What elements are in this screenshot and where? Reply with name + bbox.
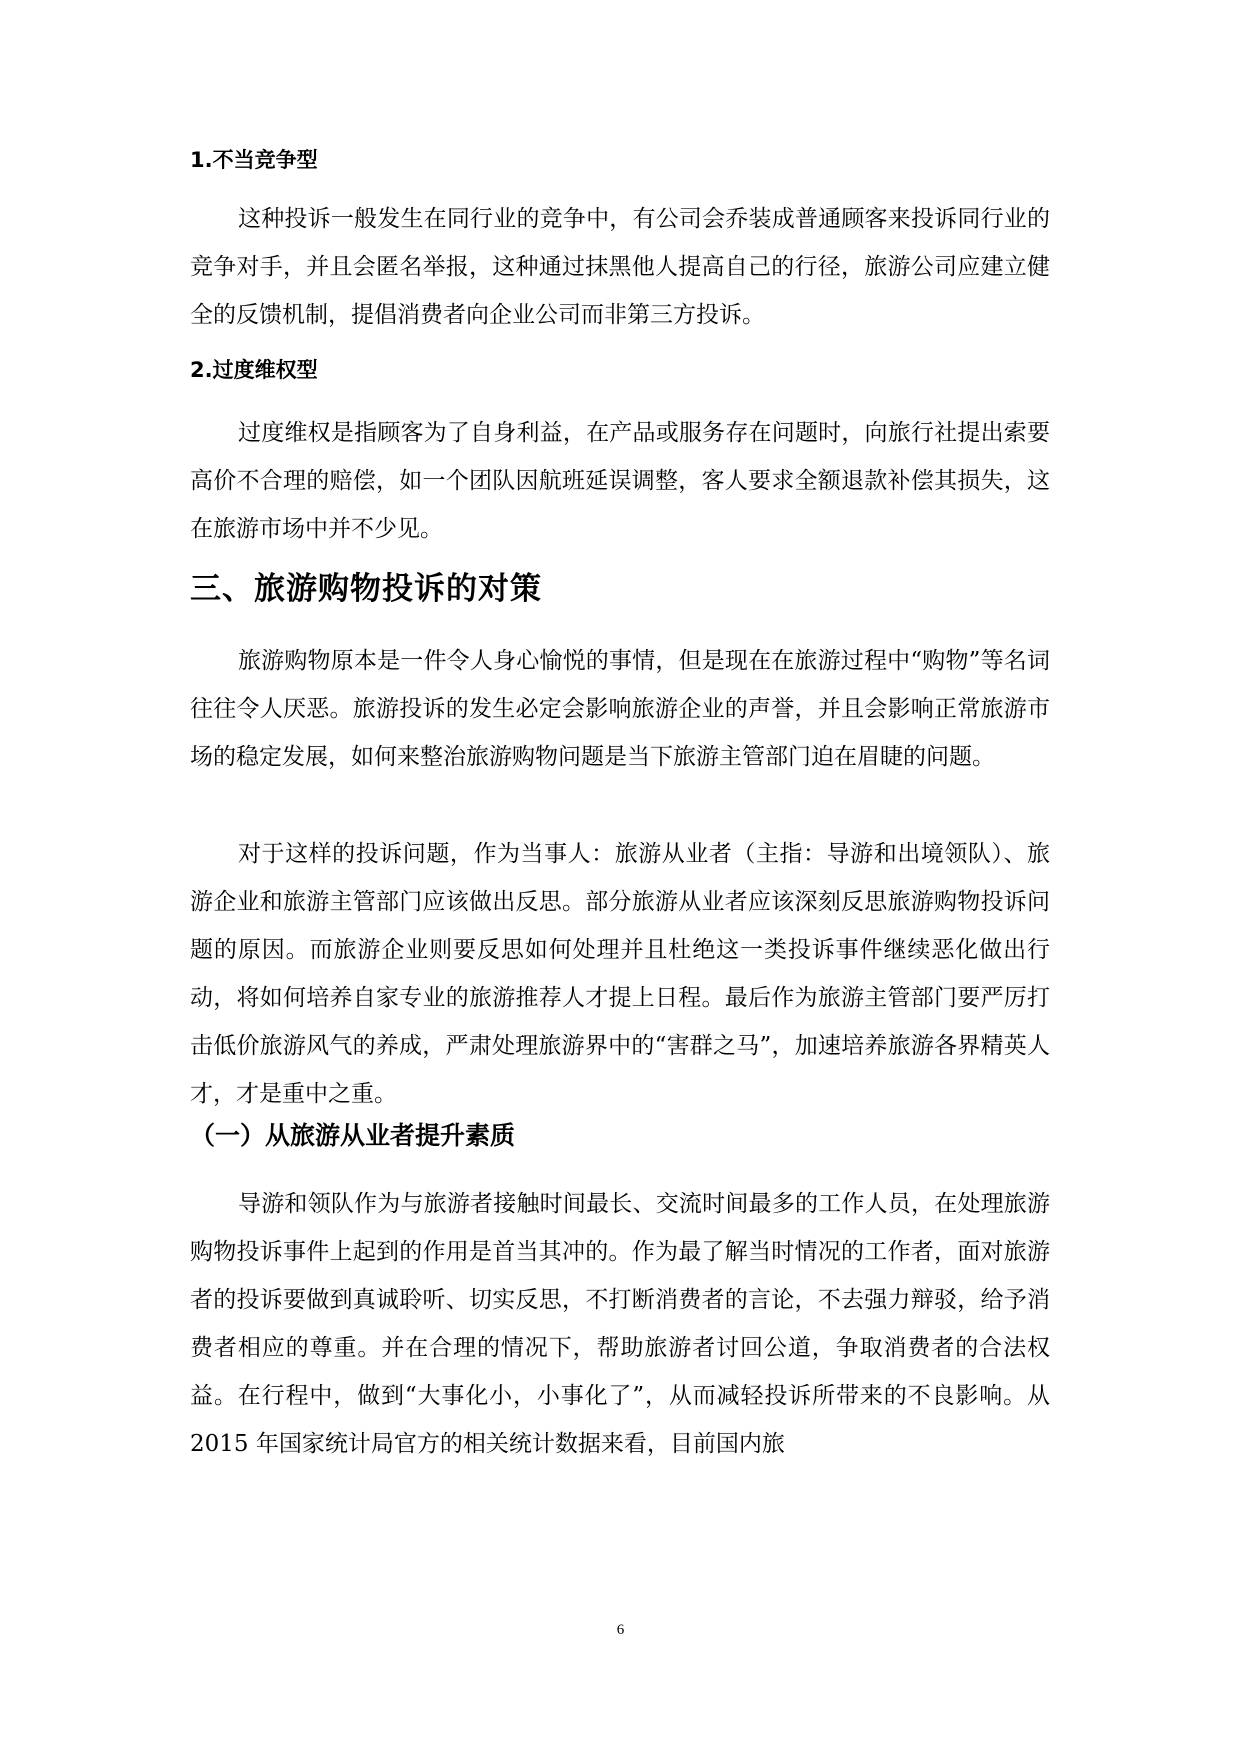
- paragraph: 过度维权是指顾客为了自身利益，在产品或服务存在问题时，向旅行社提出索要高价不合理的赔偿，如一个团队因航班延误调整，客人要求全额退款补偿其损失，这在旅游市场中并不少见。: [190, 420, 1050, 542]
- page-number: 6: [616, 1622, 625, 1638]
- paragraph: 这种投诉一般发生在同行业的竞争中，有公司会乔装成普通顾客来投诉同行业的竞争对手，并且会匿名举报，这种通过抹黑他人提高自己的行径，旅游公司应建立健全的反馈机制，提倡消费者向企业公司而非第三方投诉。: [190, 206, 1050, 328]
- section-heading-unfair-competition: 1.不当竞争型: [190, 148, 318, 172]
- section-heading-excessive-rights: 2.过度维权型: [190, 358, 318, 382]
- paragraph: 导游和领队作为与旅游者接触时间最长、交流时间最多的工作人员，在处理旅游购物投诉事件上起到的作用是首当其冲的。作为最了解当时情况的工作者，面对旅游者的投诉要做到真诚聆听、切实反思，不打断消费者的言论，不去强力辩驳，给予消费者相应的尊重。并在合理的情况下，帮助旅游者讨回公道，争取消费者的合法权益。在行程中，做到“大事化小，小事化了”，从而减轻投诉所带来的不良影响。从 2015 年国家统计局官方的相关统计数据来看，目前国内旅: [190, 1191, 1050, 1457]
- paragraph: 旅游购物原本是一件令人身心愉悦的事情，但是现在在旅游过程中“购物”等名词往往令人厌恶。旅游投诉的发生必定会影响旅游企业的声誉，并且会影响正常旅游市场的稳定发展，如何来整治旅游购物问题是当下旅游主管部门迫在眉睫的问题。: [190, 648, 1050, 770]
- paragraph: 对于这样的投诉问题，作为当事人：旅游从业者（主指：导游和出境领队）、旅游企业和旅游主管部门应该做出反思。部分旅游从业者应该深刻反思旅游购物投诉问题的原因。而旅游企业则要反思如何处理并且杜绝这一类投诉事件继续恶化做出行动，将如何培养自家专业的旅游推荐人才提上日程。最后作为旅游主管部门要严厉打击低价旅游风气的养成，严肃处理旅游界中的“害群之马”，加速培养旅游各界精英人才，才是重中之重。: [190, 841, 1050, 1107]
- chapter-heading: 三、旅游购物投诉的对策: [190, 571, 542, 607]
- subsection-heading: （一）从旅游从业者提升素质: [190, 1121, 516, 1150]
